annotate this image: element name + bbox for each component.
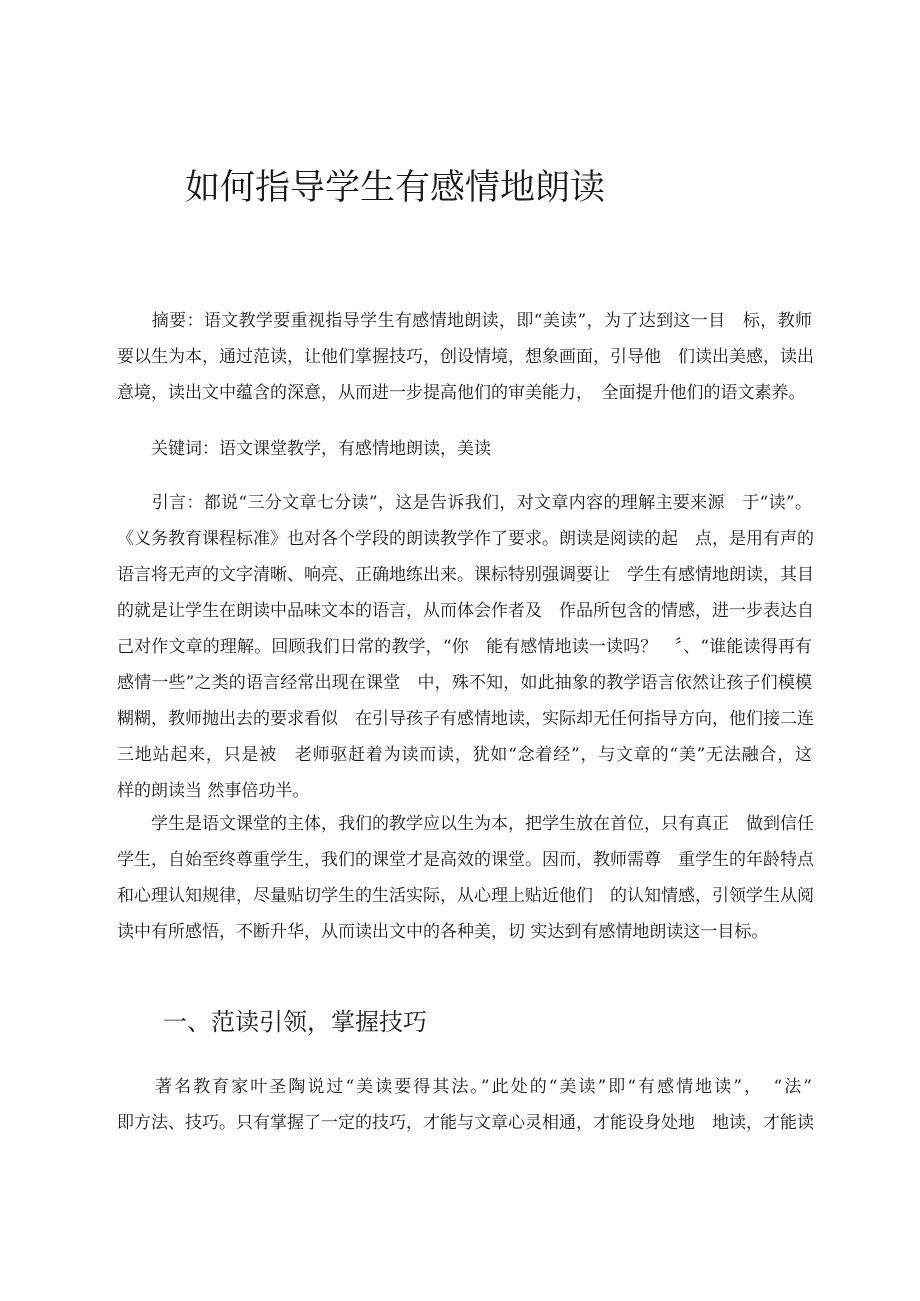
abstract-line: 意境，读出文中蕴含的深意，从而进一步提高他们的审美能力， 全面提升他们的语文素养。 <box>117 383 806 403</box>
document-title: 如何指导学生有感情地朗读 <box>185 168 606 208</box>
section-line: 即方法、技巧。只有掌握了一定的技巧，才能与文章心灵相通，才能设身处地 地读，才能读 <box>117 1113 814 1133</box>
intro-line: 的就是让学生在朗读中品味文本的语言，从而体会作者及 作品所包含的情感，进一步表达自 <box>117 601 814 621</box>
intro-line: 糊糊，教师抛出去的要求看似 在引导孩子有感情地读，实际却无任何指导方向，他们接二连 <box>117 709 814 729</box>
intro-line: 《义务教育课程标准》也对各个学段的朗读教学作了要求。朗读是阅读的起 点，是用有声的 <box>117 529 814 549</box>
intro-line: 三地站起来，只是被 老师驱赶着为读而读，犹如“念着经”，与文章的“美”无法融合，这 <box>117 745 812 765</box>
intro-line: 己对作文章的理解。回顾我们日常的教学，“你 能有感情地读一读吗？ 〞、“谁能读得再有 <box>117 637 812 657</box>
intro-line: 语言将无声的文字清晰、响亮、正确地练出来。课标特别强调要让 学生有感情地朗读，其目 <box>117 565 814 585</box>
abstract-paragraph <box>117 303 812 411</box>
intro-line: 样的朗读当 然事倍功半。 <box>117 781 310 801</box>
intro-paragraph <box>117 485 812 809</box>
main-line: 学生，自始至终尊重学生，我们的课堂才是高效的课堂。因而，教师需尊 重学生的年龄特点 <box>117 850 814 870</box>
section-heading: 一、范读引领，掌握技巧 <box>163 1008 427 1036</box>
keywords-paragraph <box>117 431 812 467</box>
abstract-line: 要以生为本，通过范读，让他们掌握技巧，创设情境，想象画面，引导他 们读出美感，读出 <box>117 347 814 367</box>
abstract-line: 摘要：语文教学要重视指导学生有感情地朗读，即“美读”，为了达到这一目 标，教师 <box>117 311 812 331</box>
section-paragraph <box>117 1069 812 1141</box>
main-line: 学生是语文课堂的主体，我们的教学应以生为本，把学生放在首位，只有真正 做到信任 <box>117 814 814 834</box>
main-paragraph <box>117 806 812 950</box>
intro-line: 感情一些”之类的语言经常出现在课堂 中，殊不知，如此抽象的教学语言依然让孩子们模模 <box>117 673 812 693</box>
main-line: 和心理认知规律，尽量贴切学生的生活实际，从心理上贴近他们 的认知情感，引领学生从阅 <box>117 886 814 906</box>
keywords-line: 关键词：语文课堂教学，有感情地朗读，美读 <box>117 439 491 459</box>
main-line: 读中有所感悟，不断升华，从而读出文中的各种美，切 实达到有感情地朗读这一目标。 <box>117 922 769 942</box>
section-line: 著名教育家叶圣陶说过“美读要得其法。”此处的“美读”即“有感情地读”， “法” <box>117 1077 812 1097</box>
intro-line: 引言：都说“三分文章七分读”，这是告诉我们，对文章内容的理解主要来源 于“读”。 <box>117 493 812 513</box>
